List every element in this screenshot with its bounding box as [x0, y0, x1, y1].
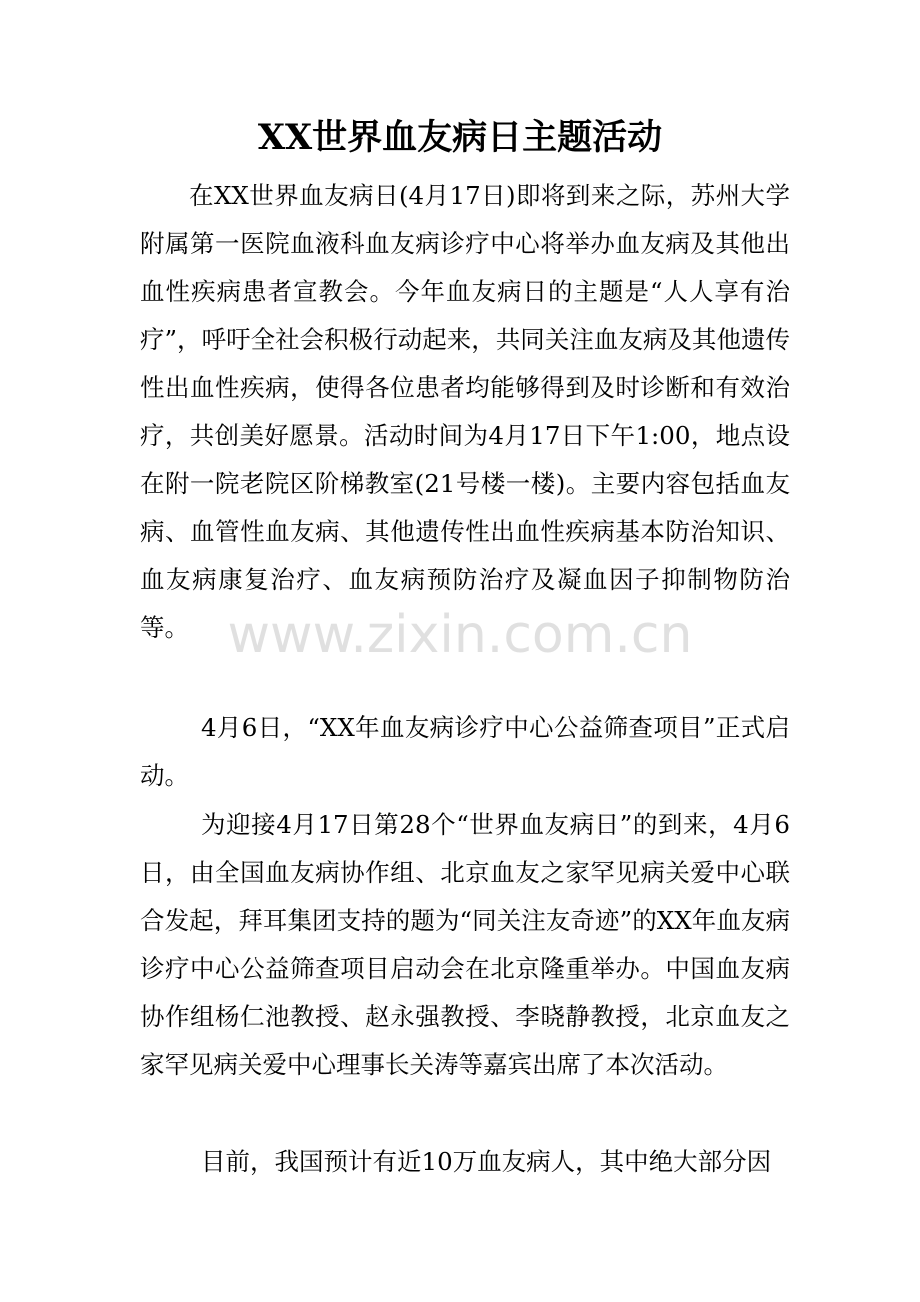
paragraph-1-block	[140, 172, 790, 652]
paragraph-4: 目前，我国预计有近10万血友病人，其中绝大部分因	[201, 1147, 772, 1176]
paragraph-2: 4月6日，“XX年血友病诊疗中心公益筛查项目”正式启动。	[140, 713, 790, 790]
paragraph-3-block	[140, 801, 790, 1089]
page-title: XX世界血友病日主题活动	[257, 117, 663, 158]
watermark-text: www.zixin.com.cn	[227, 605, 693, 665]
paragraph-4-block	[140, 1138, 790, 1186]
paragraph-1: 在XX世界血友病日(4月17日)即将到来之际，苏州大学附属第一医院血液科血友病诊疗中心将举办血友病及其他出血性疾病患者宣教会。今年血友病日的主题是“人人享有治疗”，呼吁全社会积极行动起来，共同关注血友病及其他遗传性出血性疾病，使得各位患者均能够得到及时诊断和有效治疗，共创美好愿景。活动时间为4月17日下午1:00，地点设在附一院老院区阶梯教室(21号楼一楼)。主要内容包括血友病、血管性血友病、其他遗传性出血性疾病基本防治知识、血友病康复治疗、血友病预防治疗及凝血因子抑制物防治等。	[140, 181, 790, 642]
paragraph-2-block	[140, 704, 790, 800]
paragraph-3: 为迎接4月17日第28个“世界血友病日”的到来，4月6日，由全国血友病协作组、北京血友之家罕见病关爱中心联合发起，拜耳集团支持的题为“同关注友奇迹”的XX年血友病诊疗中心公益筛查项目启动会在北京隆重举办。中国血友病协作组杨仁池教授、赵永强教授、李晓静教授，北京血友之家罕见病关爱中心理事长关涛等嘉宾出席了本次活动。	[140, 810, 790, 1079]
